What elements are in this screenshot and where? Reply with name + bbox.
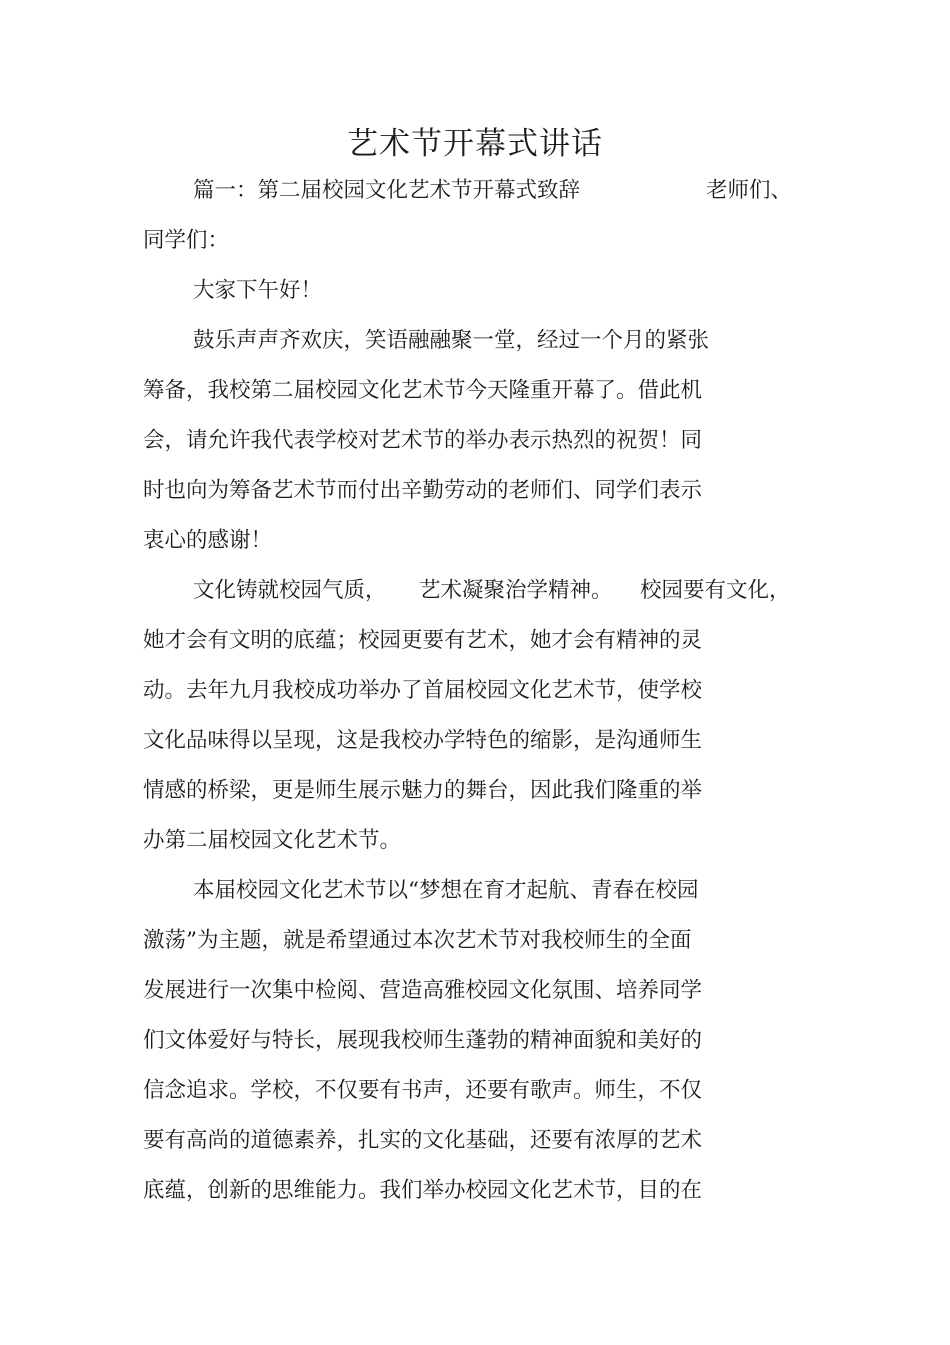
paragraph-line: 办第二届校园文化艺术节。	[143, 828, 402, 853]
paragraph-line: 衷心的感谢！	[143, 528, 273, 553]
paragraph-line: 大家下午好！	[193, 278, 323, 303]
paragraph-line: 会，请允许我代表学校对艺术节的举办表示热烈的祝贺！同	[143, 428, 703, 453]
paragraph-line: 要有高尚的道德素养，扎实的文化基础，还要有浓厚的艺术	[143, 1128, 703, 1153]
paragraph-line: 本届校园文化艺术节以“梦想在育才起航、青春在校园	[193, 878, 699, 903]
paragraph-line: 底蕴，创新的思维能力。我们举办校园文化艺术节，目的在	[143, 1178, 703, 1203]
section-heading: 篇一：第二届校园文化艺术节开幕式致辞	[193, 178, 581, 203]
paragraph-line: 筹备，我校第二届校园文化艺术节今天隆重开幕了。借此机	[143, 378, 703, 403]
salutation-text: 老师们、	[706, 178, 793, 203]
paragraph-line: 发展进行一次集中检阅、营造高雅校园文化氛围、培养同学	[143, 978, 703, 1003]
paragraph-line	[193, 176, 580, 206]
paragraph-line: 文化品味得以呈现，这是我校办学特色的缩影，是沟通师生	[143, 728, 703, 753]
paragraph-line: 们文体爱好与特长，展现我校师生蓬勃的精神面貌和美好的	[143, 1028, 703, 1053]
document-title: 艺术节开幕式讲话	[347, 126, 603, 162]
paragraph-line: 信念追求。学校，不仅要有书声，还要有歌声。师生，不仅	[143, 1078, 703, 1103]
paragraph-line: 鼓乐声声齐欢庆，笑语融融聚一堂，经过一个月的紧张	[193, 328, 710, 353]
paragraph-line: 文化铸就校园气质，	[193, 578, 387, 603]
paragraph-line: 情感的桥梁，更是师生展示魅力的舞台，因此我们隆重的举	[143, 778, 703, 803]
paragraph-line	[706, 176, 792, 206]
paragraph-line: 同学们：	[143, 228, 230, 253]
paragraph-line: 激荡”为主题，就是希望通过本次艺术节对我校师生的全面	[143, 928, 692, 953]
paragraph-line: 时也向为筹备艺术节而付出辛勤劳动的老师们、同学们表示	[143, 478, 703, 503]
paragraph-line: 艺术凝聚治学精神。	[419, 578, 613, 603]
paragraph-line: 动。去年九月我校成功举办了首届校园文化艺术节，使学校	[143, 678, 703, 703]
paragraph-line: 校园要有文化，	[640, 578, 791, 603]
paragraph-line: 她才会有文明的底蕴；校园更要有艺术，她才会有精神的灵	[143, 628, 703, 653]
